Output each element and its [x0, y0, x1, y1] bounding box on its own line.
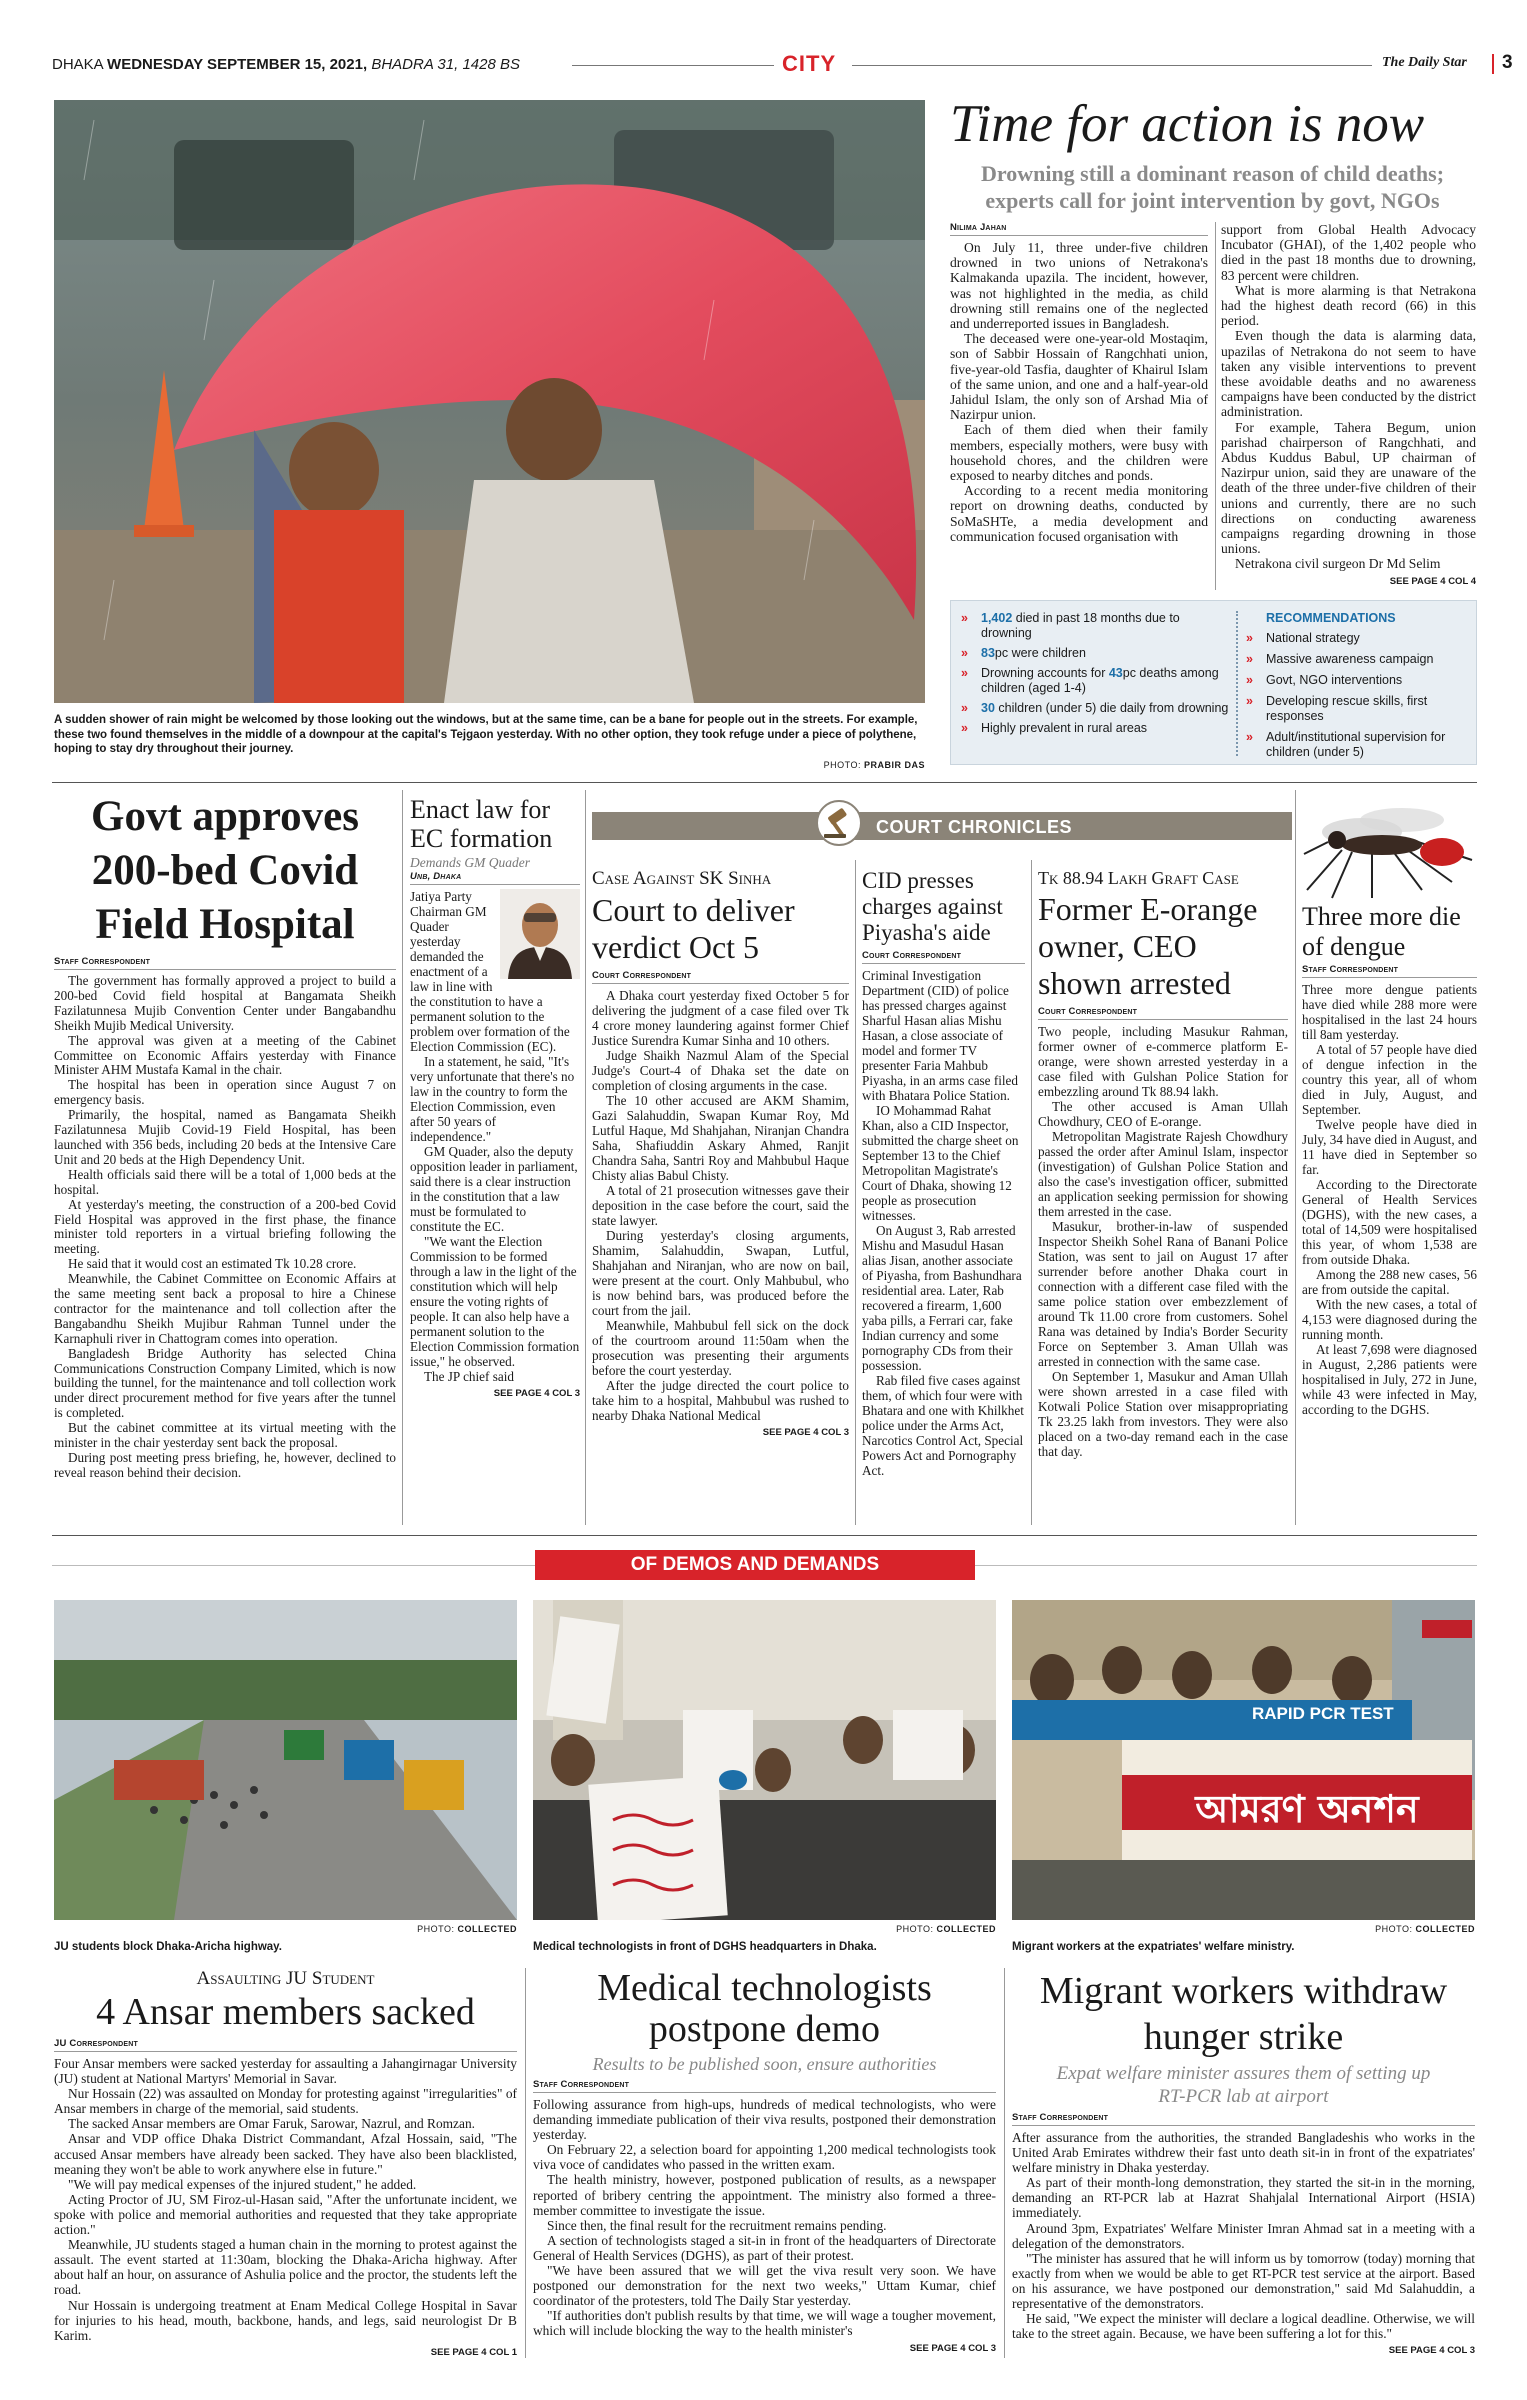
covid-para: Meanwhile, the Cabinet Committee on Economic Affairs at the same meeting sent back a proposal to hire a Chinese contractor for the maintenance and toll collection after the Bangabandhu Sheikh Mujibur Rahman Tunnel under the Karnaphuli river in Chattogram comes into operation. — [54, 1271, 396, 1346]
dengue-body — [1302, 982, 1477, 1417]
covid-body — [54, 974, 396, 1481]
dengue-para: At least 7,698 were diagnosed in August, 2,286 patients were hospitalised in July, 272 in June, while 43 were infected in May, according to the DGHS. — [1302, 1342, 1477, 1417]
covid-para: During post meeting press briefing, he, however, declined to reveal reason behind their decision. — [54, 1450, 396, 1480]
eorange-para: Metropolitan Magistrate Rajesh Chowdhury passed the order after Aminul Islam, inspector (investigation) of Gulshan Police Station and also the case's investigation officer, submitted an application seeking permission for showing them arrested in the case. — [1038, 1129, 1288, 1219]
migrant-photo-caption: Migrant workers at the expatriates' welfare ministry. — [1012, 1941, 1295, 1953]
col-divider — [402, 790, 403, 1525]
piyasha-para: IO Mohammad Rahat Khan, also a CID Inspector, submitted the charge sheet on September 13 to the Chief Metropolitan Magistrate's Court of Dhaka, showing 12 people as prosecution witnesses. — [862, 1103, 1019, 1223]
eorange-para: Masukur, brother-in-law of suspended Inspector Sheikh Sohel Rana of Banani Police Station, was sent to jail on August 17 after surrender before another Dhaka court in connection with a different case filed with the same police station over embezzlement of around Tk 11.00 crore from customers. Sohel Rana was detained by India's Border Security Force on September 3. Aman Ullah was arrested in connection with the same case. — [1038, 1219, 1288, 1369]
fact-item: » 30 children (under 5) die daily from drowning — [961, 701, 1229, 715]
lead-para: For example, Tahera Begum, union parishad chairperson of Rangchhati, and Abdus Kuddus Babul, UP chairman of Nazirpur union, said they are unaware of the death of the three under-five children of their unions and currently, there are no such directions on conducting awareness campaigns regarding drowning in those unions. — [1221, 419, 1476, 557]
sinha-para: The 10 other accused are AKM Shamim, Gazi Salahuddin, Swapan Kumar Roy, Md Lutful Haque, Md Shahjahan, Niranjan Chandra Saha, Shafiuddin Askary Ahmed, Ranjit Chandra Saha, Santri Roy and Mahbubul Haque Chisty alias Babul Chisty. — [592, 1093, 849, 1183]
medtech-photo — [533, 1600, 996, 1920]
medtech-para: "If authorities don't publish results by that time, we will wage a tougher movement, which will include blocking the way to the health minister's — [533, 2308, 996, 2339]
medtech-para: A section of technologists staged a sit-in in front of the headquarters of Directorate General of Health Services (DGHS), as part of their protest. — [533, 2232, 996, 2263]
recommendation-item: » Developing rescue skills, first responses — [1246, 694, 1428, 723]
masthead-rule-left — [572, 65, 774, 66]
piyasha-story — [862, 868, 1025, 1478]
section-divider-1 — [52, 782, 1477, 783]
lead-deck: Drowning still a dominant reason of child deaths; experts call for joint intervention by govt, NGOs — [980, 161, 1445, 213]
lead-col2-text — [1221, 222, 1476, 572]
portrait-image — [500, 889, 580, 979]
medtech-para: Following assurance from high-ups, hundreds of medical technologists, who were demanding immediate publication of their viva results, postponed their demonstration yesterday. — [533, 2097, 996, 2143]
lead-para: Even though the data is alarming data, upazilas of Netrakona do not seem to have taken any visible interventions to prevent these avoidable deaths and no awareness campaigns have been conducted by the district administration. — [1221, 328, 1476, 420]
lead-col-2 — [1221, 222, 1476, 587]
section-name: CITY — [782, 51, 837, 76]
banner-sign-text: RAPID PCR TEST — [1252, 1704, 1394, 1723]
ec-para: In a statement, he said, "It's very unfortunate that there's no law in the country to form the Election Commission, even after 50 years of independence." — [410, 1054, 575, 1144]
medtech-headline: Medical technologists postpone demo — [597, 1967, 932, 2050]
dengue-para: A total of 57 people have died of dengue infection in the country this year, all of whom died in July, August, and September. — [1302, 1042, 1477, 1117]
chevron-right-icon: » — [961, 666, 968, 680]
ju-headline: 4 Ansar members sacked — [96, 1991, 475, 2033]
section-divider-2 — [52, 1535, 1477, 1536]
sinha-para: Meanwhile, Mahbubul fell sick on the dock of the courtroom around 11:50am when the prosecution was presenting their arguments before the court yesterday. — [592, 1318, 849, 1378]
hunger-strike-image — [1012, 1600, 1475, 1920]
ju-para: Acting Proctor of JU, SM Firoz-ul-Hasan said, "After the unfortunate incident, we spoke with police and memorial authorities and requested that they take appropriate action." — [54, 2191, 517, 2238]
covid-para: Health officials said there will be a total of 1,000 beds at the hospital. — [54, 1166, 396, 1197]
dateline-date: WEDNESDAY SEPTEMBER 15, 2021, — [107, 56, 368, 73]
dengue-para: According to the Directorate General of Health Services (DGHS), with the new cases, a total of 14,509 were hospitalised this year, of whom 1,538 are from outside Dhaka. — [1302, 1177, 1477, 1267]
mosquito-icon — [1302, 790, 1477, 900]
medtech-deck: Results to be published soon, ensure authorities — [592, 2054, 937, 2074]
eorange-para: The other accused is Aman Ullah Chowdhury, CEO of E-orange. — [1038, 1099, 1288, 1129]
page-number: 3 — [1502, 52, 1513, 73]
drowning-facts-box — [950, 600, 1477, 765]
chevron-right-icon: » — [961, 611, 968, 625]
dateline-bengali: BHADRA 31, 1428 BS — [371, 56, 521, 73]
ju-blockade-photo — [54, 1600, 517, 1920]
recommendation-item: » National strategy — [1246, 631, 1360, 645]
lead-see-page: SEE PAGE 4 COL 4 — [1389, 575, 1476, 587]
sinha-see-page: SEE PAGE 4 COL 3 — [762, 1427, 849, 1438]
ju-para: Four Ansar members were sacked yesterday for assaulting a Jahangirnagar University (JU) student at National Martyrs' Memorial in Savar. — [54, 2056, 517, 2087]
ju-byline: JU Correspondent — [54, 2038, 517, 2052]
medtech-para: The health ministry, however, postponed publication of results, as a newspaper reported of bribery centring the appointment. The ministry also formed a three-member committee to investigate the issue. — [533, 2172, 996, 2218]
migrant-para: Around 3pm, Expatriates' Welfare Minister Imran Ahmad sat in a meeting with a delegation of the demonstrators. — [1012, 2220, 1475, 2251]
piyasha-para: On August 3, Rab arrested Mishu and Masudul Hasan alias Jisan, another associate of Piyasha, from Bashundhara residential area. Later, Rab recovered a firearm, 1,600 yaba pills, a Ferrari car, fake Indian currency and some pornography CDs from their possession. — [862, 1223, 1022, 1373]
chevron-right-icon: » — [1246, 730, 1253, 744]
lead-headline: Time for action is now — [950, 95, 1425, 153]
dengue-byline: Staff Correspondent — [1302, 964, 1477, 978]
rain-umbrella-photo — [54, 100, 925, 703]
demos-rule-left — [52, 1565, 535, 1566]
migrant-deck: Expat welfare minister assures them of setting up RT-PCR lab at airport — [1056, 2063, 1431, 2107]
medtech-photo-credit: PHOTO: COLLECTED — [896, 1924, 996, 1934]
ju-photo-credit: PHOTO: COLLECTED — [417, 1924, 517, 1934]
lead-byline: Nilima Jahan — [950, 222, 1208, 236]
covid-para: The government has formally approved a project to build a 200-bed Covid field hospital at Bangamata Sheikh Fazilatunnesa Mujib Convention Center under Bangabandhu Sheikh Mujib Medical University. — [54, 973, 396, 1033]
lead-para: On July 11, three under-five children drowned in two unions of Netrakona's Kalmakanda upazila. The incident, however, was not highlighted in the media, as child drowning still remains one of the neglected and underreported issues in Bangladesh. — [950, 240, 1208, 332]
covid-byline: Staff Correspondent — [54, 956, 396, 970]
chevron-right-icon: » — [1246, 631, 1253, 645]
highway-blockade-image — [54, 1600, 517, 1920]
eorange-para: On September 1, Masukur and Aman Ullah were shown arrested in a case filed with Kotwali Police Station over misappropriating Tk 23.25 lakh from investors. They were also placed on a two-day remand each in the case that day. — [1038, 1369, 1288, 1459]
gavel-icon — [816, 800, 862, 846]
recommendations-title: RECOMMENDATIONS — [1266, 611, 1396, 625]
col-divider — [1295, 790, 1296, 1525]
ju-para: "We will pay medical expenses of the injured student," he added. — [68, 2176, 417, 2192]
lead-col-1 — [950, 222, 1208, 544]
eorange-para: Two people, including Masukur Rahman, former owner of e-commerce platform E-orange, were shown arrested yesterday in a case filed with Gulshan Police Station for embezzling around Tk 88.94 lakh. — [1038, 1024, 1288, 1099]
ju-para: The sacked Ansar members are Omar Faruk, Sarowar, Nazrul, and Romzan. — [68, 2116, 475, 2132]
main-photo-caption: A sudden shower of rain might be welcomed by those looking out the windows, but at the same time, can be a bane for people out in the streets. For example, these two found themselves in the middle of a downpour at the capital's Tejgaon yesterday. With no other option, they took refuge under a piece of polythene, hoping to stay dry throughout their journey. — [54, 714, 918, 755]
lead-para: Netrakona civil surgeon Dr Md Selim — [1235, 556, 1441, 572]
sinha-kicker: Case Against SK Sinha — [592, 868, 772, 889]
piyasha-byline: Court Correspondent — [862, 950, 1025, 964]
covid-para: Bangladesh Bridge Authority has selected China Communications Construction Company Limited, which is now building the tunnel, for the maintenance and toll collection work under direct procurement method for five years after the tunnel is completed. — [54, 1345, 396, 1421]
dengue-para: With the new cases, a total of 4,153 were diagnosed during the running month. — [1302, 1297, 1477, 1342]
ju-body — [54, 2056, 517, 2343]
sinha-para: After the judge directed the court police to take him to a hospital, Mahbubul was rushed to nearby Dhaka National Medical — [592, 1378, 849, 1423]
eorange-byline: Court Correspondent — [1038, 1006, 1288, 1020]
covid-para: The hospital has been in operation since August 7 on emergency basis. — [54, 1077, 396, 1108]
migrant-para: After assurance from the authorities, the stranded Bangladeshis who works in the United Arab Emirates withdrew their fast unto death sit-in in front of the expatriates' welfare ministry in Dhaka yesterday. — [1012, 2130, 1475, 2176]
ec-para: GM Quader, also the deputy opposition leader in parliament, said there is a clear instruction in the constitution that a law must be formulated to constitute the EC. — [410, 1144, 578, 1234]
lead-para: support from Global Health Advocacy Incubator (GHAI), of the 1,402 people who died in the past 18 months due to drowning, 83 percent were children. — [1221, 222, 1476, 283]
ju-see-page: SEE PAGE 4 COL 1 — [430, 2346, 517, 2358]
col-divider — [1031, 860, 1032, 1525]
ec-para: The JP chief said — [424, 1369, 514, 1384]
lead-para: Each of them died when their family members, especially mothers, were busy with household chores, and the children were exposed to nearby ditches and ponds. — [950, 422, 1208, 484]
recommendation-item: » Massive awareness campaign — [1246, 652, 1434, 666]
covid-headline: Govt approves 200-bed Covid Field Hospital — [91, 793, 359, 948]
paper-logo: The Daily Star — [1382, 55, 1467, 70]
migrant-para: As part of their month-long demonstration, they started the sit-in in the morning, demanding an RT-PCR lab at Hazrat Shahjalal International Airport (HSIA) immediately. — [1012, 2175, 1475, 2221]
piyasha-para: Criminal Investigation Department (CID) of police has pressed charges against Sharful Hasan alias Mishu Hasan, a close associate of model and former TV presenter Faria Mahbub Piyasha, in an arms case filed with Bhatara Police Station. — [862, 968, 1019, 1103]
ju-para: Meanwhile, JU students staged a human chain in the morning to protest against the assault. The event started at 11:30am, blocking the Dhaka-Aricha highway. After about half an hour, on assurance of Ashulia police and the proctor, the students left the road. — [54, 2237, 517, 2298]
dateline — [52, 56, 520, 73]
col-divider — [855, 860, 856, 1525]
dengue-story — [1302, 790, 1477, 1417]
lead-para: The deceased were one-year-old Mostaqim, son of Sabbir Hossain of Rangchhati union, five-year-old Tasfia, daughter of Khairul Islam of the same union, and one and a half-year-old Jahidul Islam, the only son of Arshad Mia of Nazirpur union. — [950, 331, 1208, 423]
dengue-para: Three more dengue patients have died while 288 more were hospitalised in the last 24 hours till 8am yesterday. — [1302, 982, 1477, 1042]
medtech-byline: Staff Correspondent — [533, 2079, 996, 2093]
ju-para: Nur Hossain is undergoing treatment at Enam Medical College Hospital in Savar for injuries to his head, mouth, backbone, hands, and legs, said neurologist Dr B Karim. — [54, 2297, 517, 2343]
col-divider — [585, 790, 586, 1525]
migrant-see-page: SEE PAGE 4 COL 3 — [1388, 2345, 1475, 2357]
medtech-photo-caption: Medical technologists in front of DGHS headquarters in Dhaka. — [533, 1941, 877, 1953]
covid-para: He said that it would cost an estimated Tk 10.28 crore. — [68, 1256, 357, 1272]
piyasha-para: Rab filed five cases against them, of which four were with Bhatara and one with Khilkhet police under the Arms Act, Narcotics Control Act, Special Powers Act and Pornography Act. — [862, 1373, 1024, 1478]
sinha-para: Judge Shaikh Nazmul Alam of the Special Judge's Court-4 of Dhaka set the date on completion of closing arguments in the case. — [592, 1048, 849, 1093]
fact-item: » 83pc were children — [961, 646, 1086, 660]
migrant-workers-photo — [1012, 1600, 1475, 1920]
gm-quader-photo — [500, 889, 580, 979]
demos-banner-title: OF DEMOS AND DEMANDS — [630, 1554, 880, 1575]
medtech-para: "We have been assured that we will get the viva result very soon. We have postponed our demonstration for the next two weeks," Uttam Kumar, chief coordinator of the protesters, told The Daily Star yesterday. — [533, 2263, 996, 2309]
lead-col1-text — [950, 240, 1208, 544]
chevron-right-icon: » — [961, 646, 968, 660]
sinha-para: A total of 21 prosecution witnesses gave their deposition in the case before the court, said the state lawyer. — [592, 1183, 849, 1228]
migrant-photo-credit: PHOTO: COLLECTED — [1375, 1924, 1475, 1934]
medtech-para: Since then, the final result for the recruitment remains pending. — [547, 2217, 887, 2233]
migrant-body — [1012, 2130, 1475, 2341]
covid-para: The approval was given at a meeting of the Cabinet Committee on Economic Affairs yesterday with Finance Minister AHM Mustafa Kamal in the chair. — [54, 1032, 396, 1078]
eorange-kicker: Tk 88.94 Lakh Graft Case — [1038, 868, 1239, 888]
credit-name: PRABIR DAS — [863, 760, 925, 770]
ec-deck: Demands GM Quader — [410, 855, 530, 870]
fact-item: » 1,402 died in past 18 months due to drowning — [961, 611, 1180, 640]
main-photo — [54, 100, 925, 703]
eorange-body — [1038, 1024, 1288, 1459]
sinha-para: During yesterday's closing arguments, Shamim, Salahuddin, Swapan, Lutful, Shahjahan and Niranjan, who are now on bail, were present at the court. Only Mahbubul, who is now behind bars, was produced before the court from the jail. — [592, 1228, 849, 1318]
sinha-story — [592, 868, 849, 1438]
eorange-story — [1038, 868, 1288, 1459]
chevron-right-icon: » — [1246, 694, 1253, 708]
sinha-byline: Court Correspondent — [592, 970, 849, 984]
covid-story — [54, 790, 396, 1481]
chevron-right-icon: » — [961, 721, 968, 735]
migrant-para: He said, "We expect the minister will declare a logical deadline. Otherwise, we will take to the street again. Because, we have been suffering a lot for this." — [1012, 2311, 1475, 2342]
ju-kicker: Assaulting JU Student — [196, 1968, 375, 1989]
ju-story — [54, 1968, 517, 2358]
masthead-rule-right — [852, 65, 1372, 66]
dateline-prefix: DHAKA — [52, 56, 103, 73]
sinha-headline: Court to deliver verdict Oct 5 — [592, 892, 795, 965]
chevron-right-icon: » — [1246, 673, 1253, 687]
dengue-para: Twelve people have died in July, 34 have died in August, and 11 have died in September so far. — [1302, 1117, 1477, 1177]
chevron-right-icon: » — [1246, 652, 1253, 666]
piyasha-headline: CID presses charges against Piyasha's aide — [862, 868, 1003, 945]
ec-byline: Unb, Dhaka — [410, 871, 580, 885]
lead-para: What is more alarming is that Netrakona had the highest death record (66) in this period. — [1221, 282, 1476, 329]
migrant-para: "The minister has assured that he will inform us by tomorrow (today) morning that exactly from when we would be able to get RT-PCR test service at the airport. Based on his assurance, we have postponed our demonstration," said Md Salahuddin, a representative of the demonstrators. — [1012, 2250, 1475, 2312]
main-photo-credit — [700, 760, 925, 770]
credit-label: PHOTO: — [823, 760, 861, 770]
migrant-byline: Staff Correspondent — [1012, 2112, 1475, 2126]
protest-placards-image — [533, 1600, 996, 1920]
medtech-story — [533, 1968, 996, 2354]
ec-law-story — [410, 795, 580, 1399]
fact-item: » Highly prevalent in rural areas — [961, 721, 1148, 735]
recommendations-list — [1246, 611, 1471, 766]
ju-para: Nur Hossain (22) was assaulted on Monday for protesting against "irregularities" of Ansar members in charge of the memorial, said students. — [54, 2086, 517, 2117]
migrant-story — [1012, 1968, 1475, 2356]
ju-para: Ansar and VDP office Dhaka District Commandant, Afzal Hossain, said, "The accused Ansar members have already been sacked. They have also been blacklisted, meaning they won't be able to work anywhere else in future." — [54, 2131, 517, 2177]
col-divider — [1004, 1968, 1005, 2358]
piyasha-body — [862, 968, 1025, 1478]
recommendation-item: » Adult/institutional supervision for children (under 5) — [1246, 730, 1446, 759]
page-number-divider — [1492, 54, 1494, 74]
ec-lead-para: Jatiya Party Chairman GM Quader yesterday demanded the enactment of a law in line with the constitution to have a permanent solution to the problem over formation of the Election Commission (EC). — [410, 889, 570, 1054]
mosquito-illustration — [1302, 790, 1477, 900]
col-divider — [525, 1968, 526, 2358]
ec-headline: Enact law for EC formation — [410, 795, 553, 853]
medtech-body — [533, 2097, 996, 2339]
facts-list — [961, 611, 1231, 741]
masthead — [52, 51, 1513, 78]
covid-para: At yesterday's meeting, the construction of a 200-bed Covid Field Hospital was approved in the first phase, the finance minister told reporters in a virtual briefing following the meeting. — [54, 1196, 396, 1257]
eorange-headline: Former E-orange owner, CEO shown arrested — [1038, 891, 1258, 1001]
sinha-para: A Dhaka court yesterday fixed October 5 for delivering the judgment of a case filed over Tk 4 crore money laundering against former Chief Justice Surendra Kumar Sinha and 10 others. — [592, 988, 849, 1048]
recommendation-item: » Govt, NGO interventions — [1246, 673, 1403, 687]
dengue-para: Among the 288 new cases, 56 are from outside the capital. — [1302, 1267, 1477, 1297]
ju-photo-caption: JU students block Dhaka-Aricha highway. — [54, 1941, 282, 1953]
covid-para: Primarily, the hospital, named as Bangamata Sheikh Fazilatunnesa Mujib Covid-19 Field Hospital, has been launched with 356 beds, including 20 beds at the Intensive Care Unit and 20 beds at the High Dependency Unit. — [54, 1107, 396, 1167]
dengue-headline: Three more die of dengue — [1302, 902, 1461, 961]
demos-rule-right — [975, 1565, 1477, 1566]
covid-para: But the cabinet committee at its virtual meeting with the minister in the chair yesterday sent back the proposal. — [54, 1420, 396, 1451]
ec-para: "We want the Election Commission to be formed through a law in the light of the constitution which will help ensure the voting rights of people. It can also help have a permanent solution to the Election Commission formation issue," he observed. — [410, 1234, 580, 1369]
facts-divider — [1236, 611, 1238, 756]
court-chronicles-title: COURT CHRONICLES — [876, 817, 1072, 837]
ec-see-page: SEE PAGE 4 COL 3 — [493, 1388, 580, 1399]
chevron-right-icon: » — [961, 701, 968, 715]
demos-banner — [535, 1550, 975, 1580]
medtech-see-page: SEE PAGE 4 COL 3 — [909, 2342, 996, 2354]
sinha-body — [592, 988, 849, 1423]
migrant-headline: Migrant workers withdraw hunger strike — [1039, 1970, 1448, 2058]
fact-item: » Drowning accounts for 43pc deaths among children (aged 1-4) — [961, 666, 1219, 695]
court-chronicles-banner — [592, 812, 1292, 840]
medtech-para: On February 22, a selection board for appointing 1,200 medical technologists took viva voce of candidates who passed in the written exam. — [533, 2142, 996, 2173]
banner-bengali-text: আমরণ অনশন — [1195, 1787, 1419, 1831]
lead-col-divider — [1215, 222, 1216, 590]
lead-para: According to a recent media monitoring report on drowning deaths, conducted by SoMaSHTe, a media development and communication focused organisation with — [950, 483, 1208, 544]
